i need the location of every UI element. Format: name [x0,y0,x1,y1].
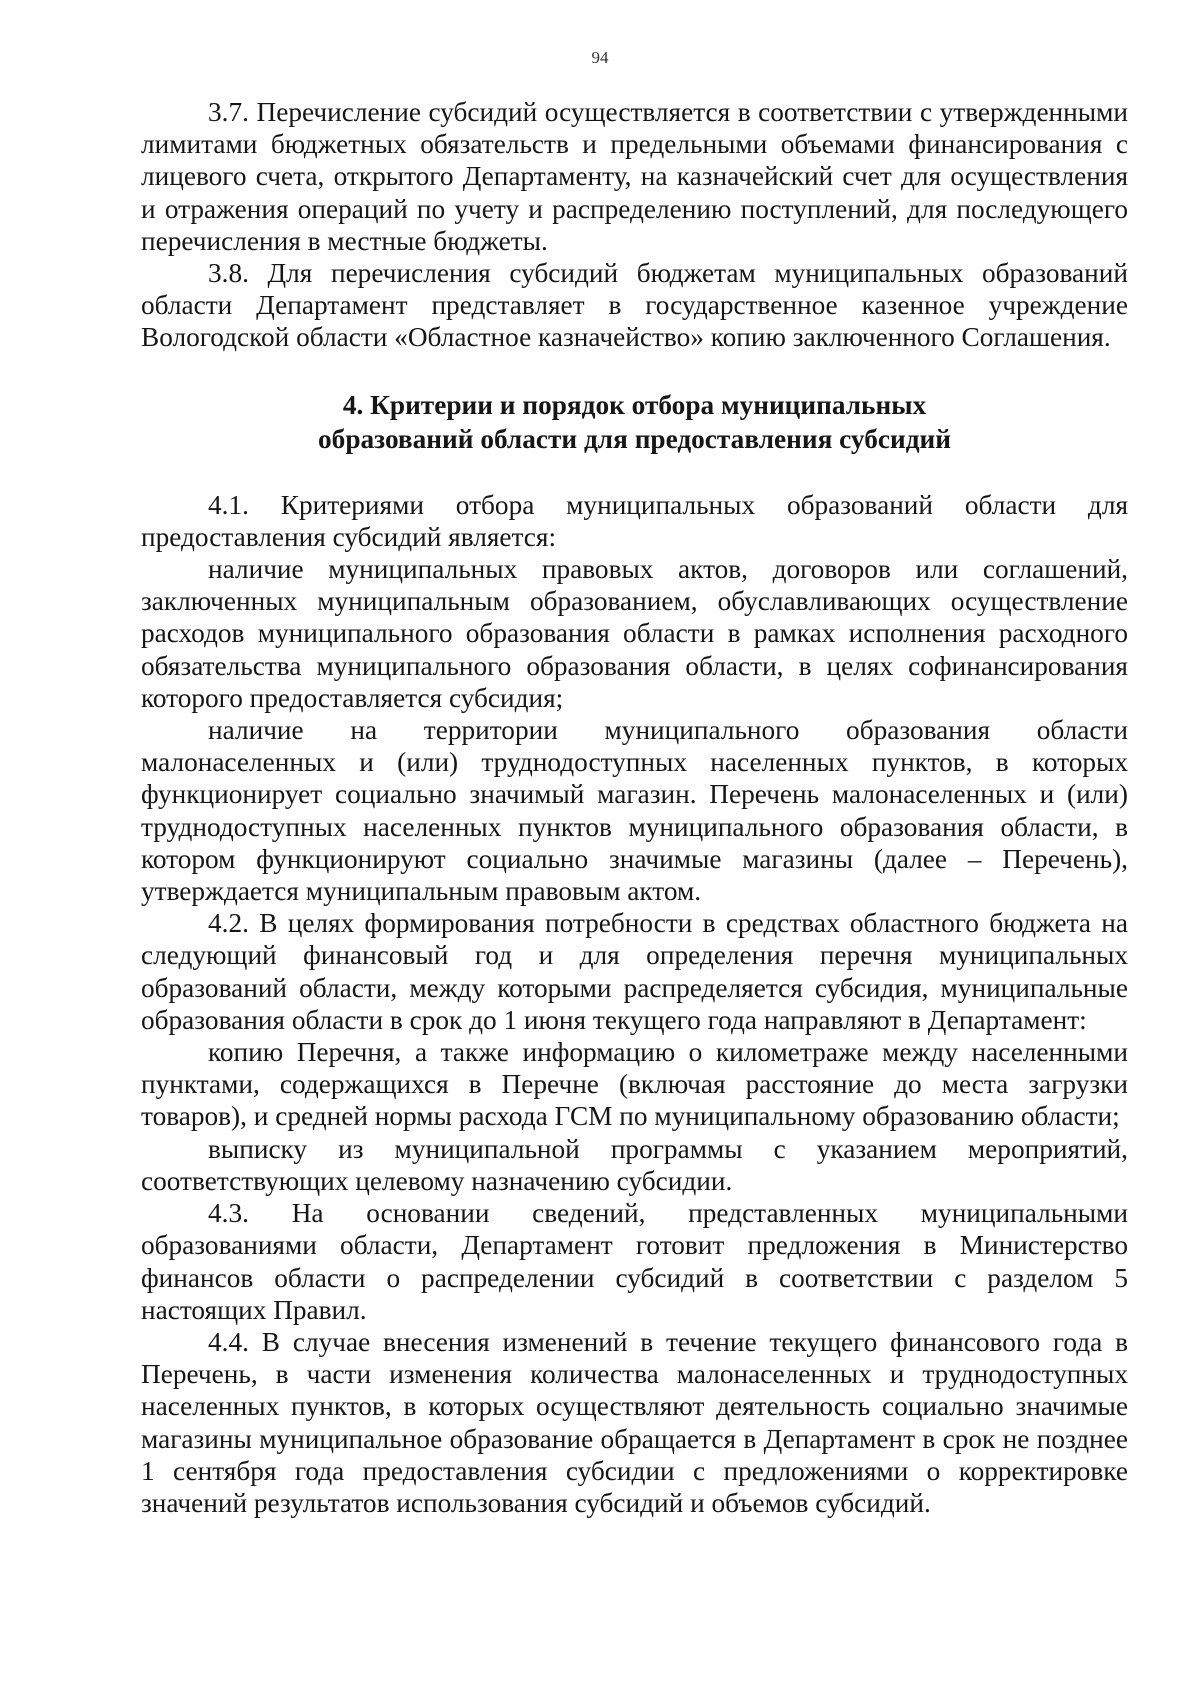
criterion-settlements: наличие на территории муниципального образования области малонаселенных и (или) труднодоступных населенных пунктов, в которых функционирует социально значимый магазин. Перечень малонаселенных и (или) труднодоступных населенных пунктов муниципального образования области, в котором функционируют социально значимые магазины (далее – Перечень), утверждается муниципальным правовым актом. [141,715,1128,907]
section-4-heading-line-1: 4. Критерии и порядок отбора муниципальных [342,389,927,420]
paragraph-4-3: 4.3. На основании сведений, представленных муниципальными образованиями области, Департамент готовит предложения в Министерство финансов области о распределении субсидий в соответствии с разделом 5 настоящих Правил. [141,1198,1128,1325]
paragraph-4-2: 4.2. В целях формирования потребности в средствах областного бюджета на следующий финансовый год и для определения перечня муниципальных образований области, между которыми распределяется субсидия, муниципальные образования области в срок до 1 июня текущего года направляют в Департамент: [141,908,1128,1035]
page-number: 94 [591,48,609,67]
item-list-copy: копию Перечня, а также информацию о километраже между населенными пунктами, содержащихся в Перечне (включая расстояние до места загрузки товаров), и средней нормы расхода ГСМ по муниципальному образованию области; [141,1037,1128,1132]
section-4-heading [141,388,1128,456]
document-body [141,96,1128,1519]
section-4-heading-line-2: образований области для предоставления субсидий [318,423,951,454]
item-program-extract: выписку из муниципальной программы с указанием мероприятий, соответствующих целевому назначению субсидии. [141,1133,1128,1196]
paragraph-4-4: 4.4. В случае внесения изменений в течение текущего финансового года в Перечень, в части изменения количества малонаселенных и труднодоступных населенных пунктов, в которых осуществляют деятельность социально значимые магазины муниципальное образование обращается в Департамент в срок не позднее 1 сентября года предоставления субсидии с предложениями о корректировке значений результатов использования субсидий и объемов субсидий. [141,1326,1128,1518]
paragraph-3-7: 3.7. Перечисление субсидий осуществляется в соответствии с утвержденными лимитами бюджетных обязательств и предельными объемами финансирования с лицевого счета, открытого Департаменту, на казначейский счет для осуществления и отражения операций по учету и распределению поступлений, для последующего перечисления в местные бюджеты. [141,97,1128,256]
criterion-legal-acts: наличие муниципальных правовых актов, договоров или соглашений, заключенных муниципальным образованием, обуславливающих осуществление расходов муниципального образования области в рамках исполнения расходного обязательства муниципального образования области, в целях софинансирования которого предоставляется субсидия; [141,554,1128,713]
paragraph-3-8: 3.8. Для перечисления субсидий бюджетам муниципальных образований области Департамент представляет в государственное казенное учреждение Вологодской области «Областное казначейство» копию заключенного Соглашения. [141,258,1128,353]
paragraph-4-1: 4.1. Критериями отбора муниципальных образований области для предоставления субсидий является: [141,489,1128,552]
